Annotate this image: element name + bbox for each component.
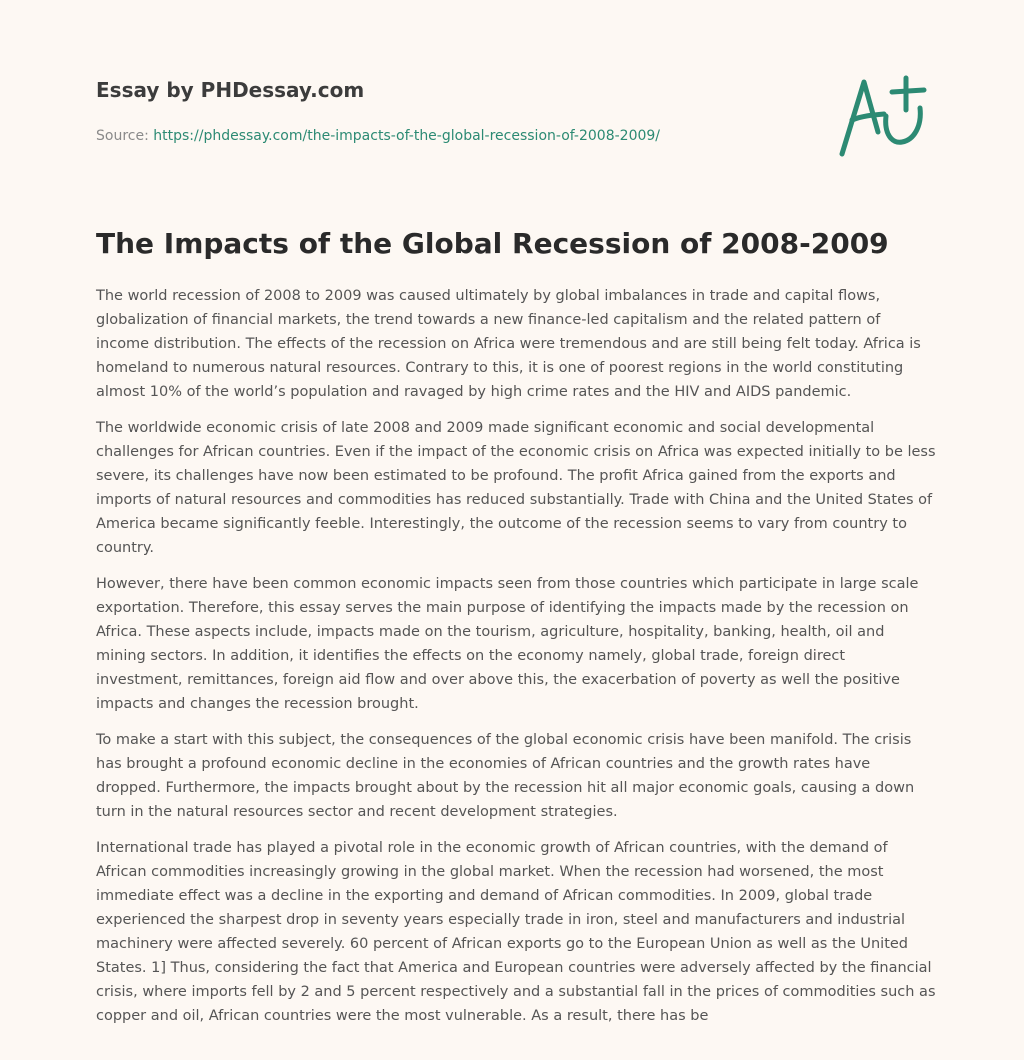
a-plus-logo-icon (828, 68, 932, 160)
essay-body (96, 284, 936, 1040)
essay-paragraph: To make a start with this subject, the consequences of the global economic crisis have been manifold. The crisis has brought a profound economic decline in the economies of African countries and the growth rates have dropped. Furthermore, the impacts brought about by the recession hit all major economic goals, causing a down turn in the natural resources sector and recent development strategies. (96, 732, 915, 820)
source-label: Source: (96, 128, 149, 144)
essay-paragraph: International trade has played a pivotal role in the economic growth of African countries, with the demand of African commodities increasingly growing in the global market. When the recession had worsened, the most immediate effect was a decline in the exporting and demand of African commodities. In 2009, global trade experienced the sharpest drop in seventy years especially trade in iron, steel and manufacturers and industrial machinery were affected severely. 60 percent of African exports go to the European Union as well as the United States. 1] Thus, considering the fact that America and European countries were adversely affected by the financial crisis, where imports fell by 2 and 5 percent respectively and a substantial fall in the prices of commodities such as copper and oil, African countries were the most vulnerable. As a result, there has be (96, 840, 936, 1024)
essay-paragraph: However, there have been common economic impacts seen from those countries which participate in large scale exportation. Therefore, this essay serves the main purpose of identifying the impacts made by the recession on Africa. These aspects include, impacts made on the tourism, agriculture, hospitality, banking, health, oil and mining sectors. In addition, it identifies the effects on the economy namely, global trade, foreign direct investment, remittances, foreign aid flow and over above this, the exacerbation of poverty as well the positive impacts and changes the recession brought. (96, 576, 919, 712)
source-line (96, 126, 928, 146)
essay-title: The Impacts of the Global Recession of 2008-2009 (96, 227, 889, 260)
essay-paragraph: The world recession of 2008 to 2009 was caused ultimately by global imbalances in trade and capital flows, globalization of financial markets, the trend towards a new finance-led capitalism and the related pattern of income distribution. The effects of the recession on Africa were tremendous and are still being felt today. Africa is homeland to numerous natural resources. Contrary to this, it is one of poorest regions in the world constituting almost 10% of the world’s population and ravaged by high crime rates and the HIV and AIDS pandemic. (96, 288, 921, 400)
source-link[interactable]: https://phdessay.com/the-impacts-of-the-global-recession-of-2008-2009/ (153, 128, 661, 144)
page-header (96, 76, 928, 166)
essay-paragraph: The worldwide economic crisis of late 2008 and 2009 made significant economic and social developmental challenges for African countries. Even if the impact of the economic crisis on Africa was expected initially to be less severe, its challenges have now been estimated to be profound. The profit Africa gained from the exports and imports of natural resources and commodities has reduced substantially. Trade with China and the United States of America became significantly feeble. Interestingly, the outcome of the recession seems to vary from country to country. (96, 420, 936, 556)
site-brand: Essay by PHDessay.com (96, 78, 365, 102)
